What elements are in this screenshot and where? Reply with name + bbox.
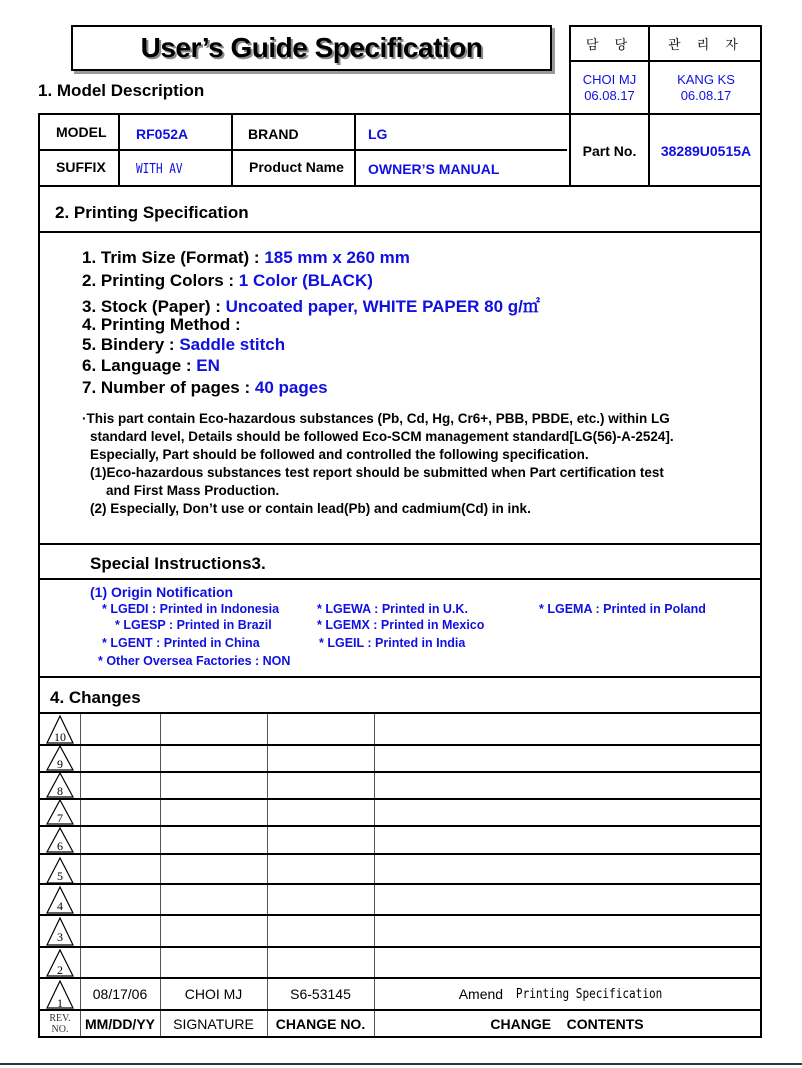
- divider: [40, 231, 760, 233]
- eco-notice-line: and First Mass Production.: [106, 483, 280, 498]
- svg-text:7: 7: [57, 811, 63, 825]
- spec-item: 3. Stock (Paper) : Uncoated paper, WHITE PAPER 80 g/㎡: [82, 297, 540, 316]
- table-row: [40, 979, 760, 1009]
- changes-table: [40, 714, 760, 1036]
- svg-text:9: 9: [57, 757, 63, 771]
- table-row: [40, 800, 760, 825]
- origin-item: * LGEWA : Printed in U.K.: [317, 602, 468, 616]
- change-number: S6-53145: [290, 986, 351, 1002]
- svg-text:1: 1: [57, 996, 63, 1009]
- revision-triangle-icon: [45, 772, 75, 798]
- brand-label: BRAND: [248, 126, 299, 142]
- divider: [40, 676, 760, 678]
- specification-frame: [38, 113, 762, 1038]
- change-signature: CHOI MJ: [184, 986, 243, 1002]
- origin-item: * LGEDI : Printed in Indonesia: [102, 602, 280, 616]
- origin-item: * LGEMA : Printed in Poland: [539, 602, 706, 616]
- spec-item: 5. Bindery : Saddle stitch: [82, 335, 286, 354]
- suffix-label: SUFFIX: [56, 159, 106, 175]
- revision-triangle-icon: [45, 885, 75, 914]
- svg-text:6: 6: [57, 839, 63, 853]
- origin-item: * LGESP : Printed in Brazil: [115, 618, 272, 632]
- revision-triangle-icon: [45, 745, 75, 771]
- product-name-label: Product Name: [249, 159, 344, 175]
- title-box: [71, 25, 552, 71]
- special-instructions-title: Special Instructions3.: [90, 554, 266, 573]
- approval-supervisor-signature: [648, 62, 762, 115]
- model-label: MODEL: [56, 124, 107, 140]
- table-row: [40, 885, 760, 914]
- supervisor-name: KANG KS: [677, 71, 735, 87]
- revision-triangle-icon: [45, 714, 75, 744]
- eco-notice-line: (2) Especially, Don’t use or contain lead(Pb) and cadmium(Cd) in ink.: [90, 501, 531, 516]
- part-no-label: Part No.: [582, 143, 637, 159]
- part-no-value: 38289U0515A: [648, 115, 762, 187]
- suffix-value: WITH AV: [136, 161, 183, 177]
- approval-manager-signature: [571, 62, 648, 115]
- product-name-value: OWNER’S MANUAL: [368, 161, 500, 177]
- revision-triangle-icon: [45, 856, 75, 884]
- table-footer-row: [40, 1011, 760, 1036]
- change-no-column-label: CHANGE NO.: [275, 1015, 366, 1032]
- spec-item: 4. Printing Method :: [82, 315, 241, 334]
- divider: [40, 185, 760, 187]
- svg-text:4: 4: [57, 899, 63, 913]
- table-row: [40, 916, 760, 946]
- svg-text:2: 2: [57, 963, 63, 977]
- change-contents: Amend Printing Specification: [458, 986, 663, 1002]
- eco-notice-line: ·This part contain Eco-hazardous substances (Pb, Cd, Hg, Cr6+, PBB, PBDE, etc.) within LG: [82, 411, 670, 426]
- eco-notice-line: standard level, Details should be followed Eco-SCM management standard[LG(56)-A-2524].: [90, 429, 674, 444]
- page-bottom-border: [0, 1063, 802, 1065]
- table-row: [40, 948, 760, 977]
- rev-no-label: REV. NO.: [49, 1012, 71, 1035]
- brand-value: LG: [368, 126, 388, 142]
- table-row: [40, 773, 760, 798]
- origin-item: * LGEIL : Printed in India: [319, 636, 466, 650]
- revision-triangle-icon: [45, 979, 75, 1009]
- date-column-label: MM/DD/YY: [85, 1015, 155, 1032]
- divider: [231, 115, 233, 187]
- spec-item: 2. Printing Colors : 1 Color (BLACK): [82, 271, 373, 290]
- model-value: RF052A: [136, 126, 189, 142]
- table-row: [40, 746, 760, 771]
- approval-header-supervisor: 관 리 자: [648, 27, 762, 62]
- spec-item: 1. Trim Size (Format) : 185 mm x 260 mm: [82, 248, 410, 267]
- svg-text:3: 3: [57, 930, 63, 944]
- revision-triangle-icon: [45, 916, 75, 946]
- table-row: [40, 855, 760, 883]
- divider: [118, 115, 120, 187]
- origin-item: * LGEMX : Printed in Mexico: [317, 618, 485, 632]
- eco-notice-line: Especially, Part should be followed and controlled the following specification.: [90, 447, 589, 462]
- changes-title: 4. Changes: [50, 688, 141, 707]
- page-title: User’s Guide Specification: [140, 32, 483, 63]
- divider: [354, 115, 356, 187]
- spec-item: 7. Number of pages : 40 pages: [82, 378, 328, 397]
- change-contents-column-label: CHANGE CONTENTS: [490, 1015, 644, 1032]
- change-date: 08/17/06: [92, 986, 148, 1002]
- model-description-heading: 1. Model Description: [38, 81, 205, 100]
- revision-triangle-icon: [45, 799, 75, 825]
- origin-notification-title: (1) Origin Notification: [90, 584, 234, 600]
- manager-date: 06.08.17: [584, 87, 635, 103]
- manager-name: CHOI MJ: [582, 71, 637, 87]
- spec-item: 6. Language : EN: [82, 356, 220, 375]
- origin-item: * Other Oversea Factories : NON: [98, 654, 291, 668]
- origin-item: * LGENT : Printed in China: [102, 636, 260, 650]
- svg-text:5: 5: [57, 869, 63, 883]
- revision-triangle-icon: [45, 948, 75, 977]
- table-row: [40, 714, 760, 744]
- printing-spec-title: 2. Printing Specification: [55, 203, 249, 222]
- eco-notice-line: (1)Eco-hazardous substances test report should be submitted when Part certification test: [90, 465, 664, 480]
- table-row: [40, 827, 760, 853]
- signature-column-label: SIGNATURE: [173, 1015, 254, 1032]
- approval-header-manager: 담 당: [571, 27, 648, 62]
- revision-triangle-icon: [45, 827, 75, 853]
- divider: [40, 578, 760, 580]
- divider: [40, 543, 760, 545]
- svg-text:10: 10: [54, 730, 66, 744]
- divider: [569, 27, 571, 187]
- supervisor-date: 06.08.17: [680, 87, 732, 103]
- svg-text:8: 8: [57, 784, 63, 798]
